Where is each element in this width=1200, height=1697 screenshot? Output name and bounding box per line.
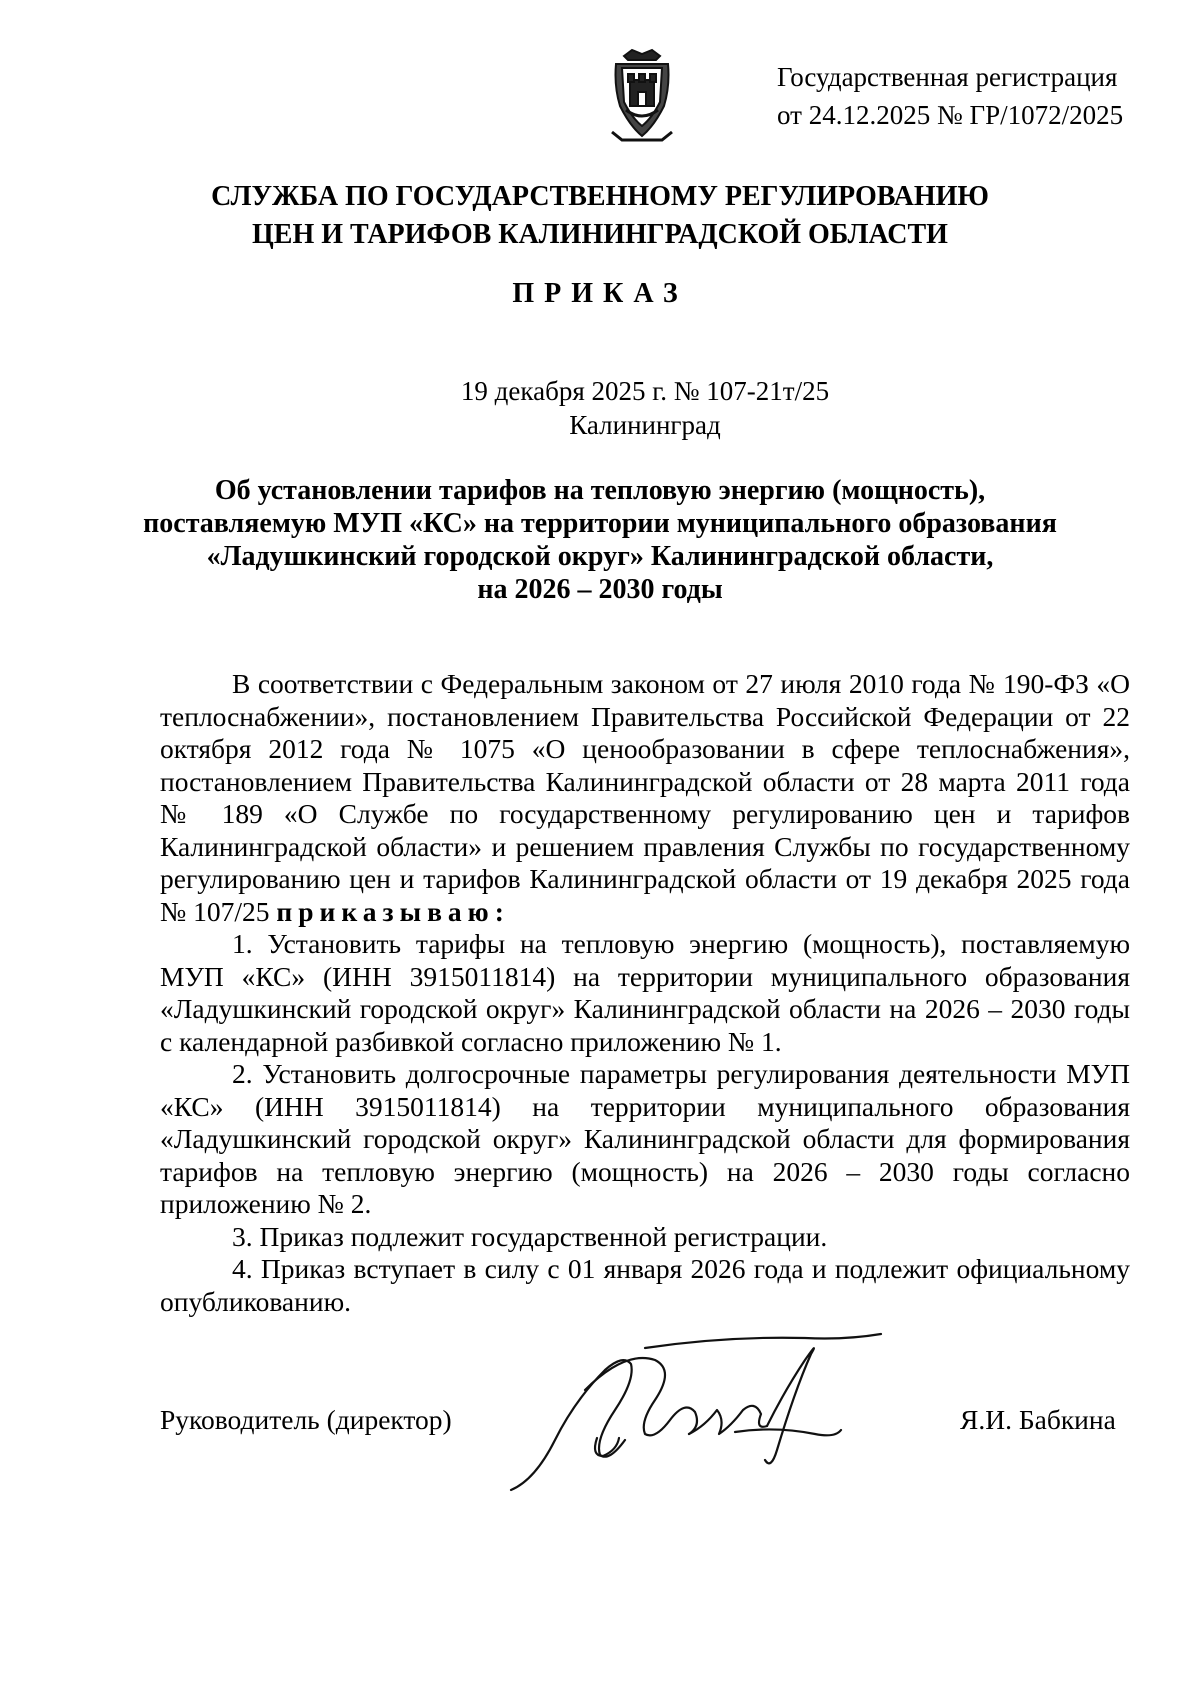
order-subject (100, 474, 1100, 606)
signatory-name: Я.И. Бабкина (960, 1404, 1116, 1435)
order-city: Калининград (569, 410, 721, 440)
order-item: 2. Установить долгосрочные параметры регулирования деятельности МУП «КС» (ИНН 3915011814) на территории муниципального образования «Ладушкинский городской округ» Калининградской области для формирования тарифов на тепловую энергию (мощность) на 2026 – 2030 годы согласно приложению № 2. (160, 1058, 1130, 1219)
coat-of-arms-icon (610, 46, 674, 142)
subject-line3: «Ладушкинский городской округ» Калининградской области, (206, 541, 994, 572)
registration-title: Государственная регистрация (777, 62, 1118, 92)
preamble-text: В соответствии с Федеральным законом от 27 июля 2010 года № 190-ФЗ «О теплоснабжении», постановлением Правительства Российской Федерации от 22 октября 2012 года № 1075 «О ценообразовании в сфере теплоснабжения», постановлением Правительства Калининградской области от 28 марта 2011 года № 189 «О Службе по государственному регулированию цен и тарифов Калининградской области» и решением правления Службы по государственному регулированию цен и тарифов Калининградской области от 19 декабря 2025 года № 107/25 (160, 668, 1130, 927)
subject-line4: на 2026 – 2030 годы (477, 574, 723, 605)
order-date-number: 19 декабря 2025 г. № 107-21т/25 (460, 376, 830, 406)
order-details (100, 374, 1190, 442)
order-item: 3. Приказ подлежит государственной регистрации. (232, 1220, 828, 1252)
order-item: 4. Приказ вступает в силу с 01 января 2026 года и подлежит официальному опубликованию. (160, 1253, 1130, 1317)
document-type-title: ПРИКАЗ (512, 278, 688, 309)
order-body (160, 668, 1130, 1318)
preamble-paragraph (160, 668, 1130, 928)
handwritten-signature (505, 1330, 885, 1500)
registration-number: от 24.12.2025 № ГР/1072/2025 (777, 100, 1124, 130)
signatory-role: Руководитель (директор) (160, 1404, 452, 1435)
agency-name-line1: СЛУЖБА ПО ГОСУДАРСТВЕННОМУ РЕГУЛИРОВАНИЮ (211, 181, 989, 212)
agency-name-line2: ЦЕН И ТАРИФОВ КАЛИНИНГРАДСКОЙ ОБЛАСТИ (252, 219, 948, 250)
registration-stamp (777, 58, 1137, 134)
order-item: 1. Установить тарифы на тепловую энергию (мощность), поставляемую МУП «КС» (ИНН 3915011814) на территории муниципального образования «Ладушкинский городской округ» Калининградской области на 2026 – 2030 годы с календарной разбивкой согласно приложению № 1. (160, 928, 1130, 1057)
order-keyword: приказываю: (276, 895, 510, 927)
subject-line2: поставляемую МУП «КС» на территории муниципального образования (143, 508, 1057, 539)
agency-name (100, 178, 1100, 254)
subject-line1: Об установлении тарифов на тепловую энергию (мощность), (214, 475, 986, 506)
